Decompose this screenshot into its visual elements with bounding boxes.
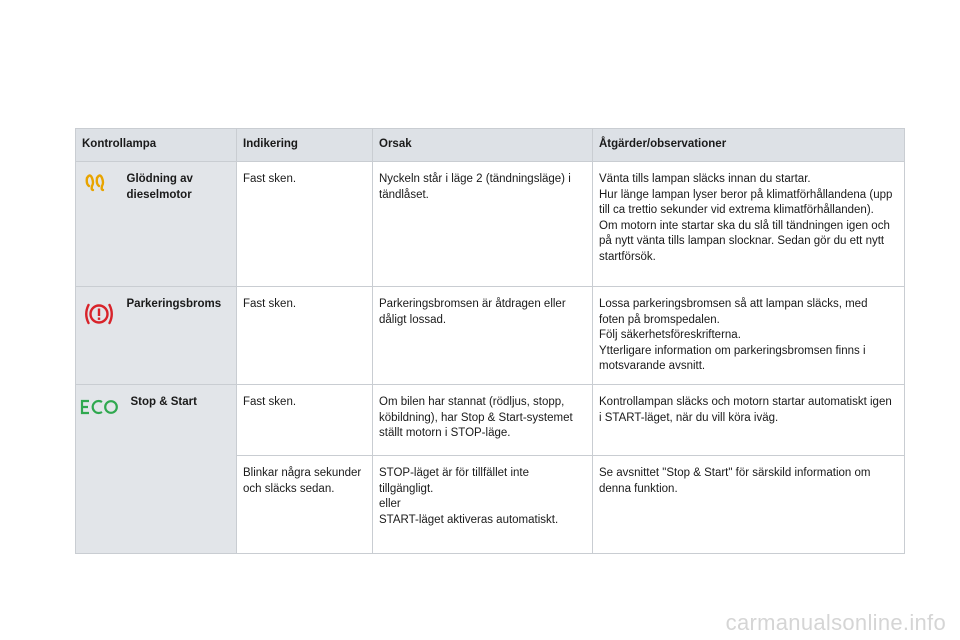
action-cell xyxy=(593,287,905,385)
glow-plug-icon xyxy=(85,174,113,192)
lamp-name: Stop & Start xyxy=(123,385,237,554)
lamp-name: Glödning av dieselmotor xyxy=(123,162,237,287)
action-line: Följ säkerhetsföreskrifterna. xyxy=(599,329,741,341)
action-line: Om motorn inte startar ska du slå till tändningen igen och på nytt vänta tills lampan slocknar. Sedan gör du ett nytt startförsök. xyxy=(599,219,890,263)
action-cell xyxy=(593,456,905,554)
cause-cell: Parkeringsbromsen är åtdragen eller dåligt lossad. xyxy=(373,287,593,385)
action-line: Hur länge lampan lyser beror på klimatförhållandena (upp till ca trettio sekunder vid extrema klimatförhållanden). xyxy=(599,188,893,216)
header-kontrollampa: Kontrollampa xyxy=(76,129,237,162)
action-line: Kontrollampan släcks och motorn startar automatiskt igen i START-läget, när du vill köra iväg. xyxy=(599,396,892,424)
header-atgarder: Åtgärder/observationer xyxy=(593,129,905,162)
indication-cell: Fast sken. xyxy=(237,287,373,385)
action-line: Ytterligare information om parkeringsbromsen finns i motsvarande avsnitt. xyxy=(599,344,866,372)
action-cell xyxy=(593,162,905,287)
indication-cell: Fast sken. xyxy=(237,385,373,456)
cause-line: STOP-läget är för tillfället inte tillgängligt. xyxy=(379,467,529,495)
header-indikering: Indikering xyxy=(237,129,373,162)
warning-lamp-table xyxy=(75,128,905,554)
eco-icon xyxy=(80,398,118,416)
action-line: Lossa parkeringsbromsen så att lampan släcks, med foten på bromspedalen. xyxy=(599,298,868,326)
header-orsak: Orsak xyxy=(373,129,593,162)
indication-cell: Blinkar några sekunder och släcks sedan. xyxy=(237,456,373,554)
action-line: Vänta tills lampan släcks innan du startar. xyxy=(599,173,811,185)
cause-cell xyxy=(373,456,593,554)
table-header-row xyxy=(76,129,905,162)
parking-brake-icon xyxy=(84,301,114,327)
action-line: Se avsnittet "Stop & Start" för särskild information om denna funktion. xyxy=(599,467,871,495)
indication-cell: Fast sken. xyxy=(237,162,373,287)
cause-cell: Nyckeln står i läge 2 (tändningsläge) i tändlåset. xyxy=(373,162,593,287)
table-row xyxy=(76,162,905,287)
cause-cell: Om bilen har stannat (rödljus, stopp, köbildning), har Stop & Start-systemet ställt motorn i STOP-läge. xyxy=(373,385,593,456)
cause-line: START-läget aktiveras automatiskt. xyxy=(379,513,559,526)
table-row xyxy=(76,287,905,385)
table-row xyxy=(76,385,905,456)
cause-line: eller xyxy=(379,498,401,510)
lamp-name: Parkeringsbroms xyxy=(123,287,237,385)
watermark: carmanualsonline.info xyxy=(725,610,946,635)
action-cell xyxy=(593,385,905,456)
